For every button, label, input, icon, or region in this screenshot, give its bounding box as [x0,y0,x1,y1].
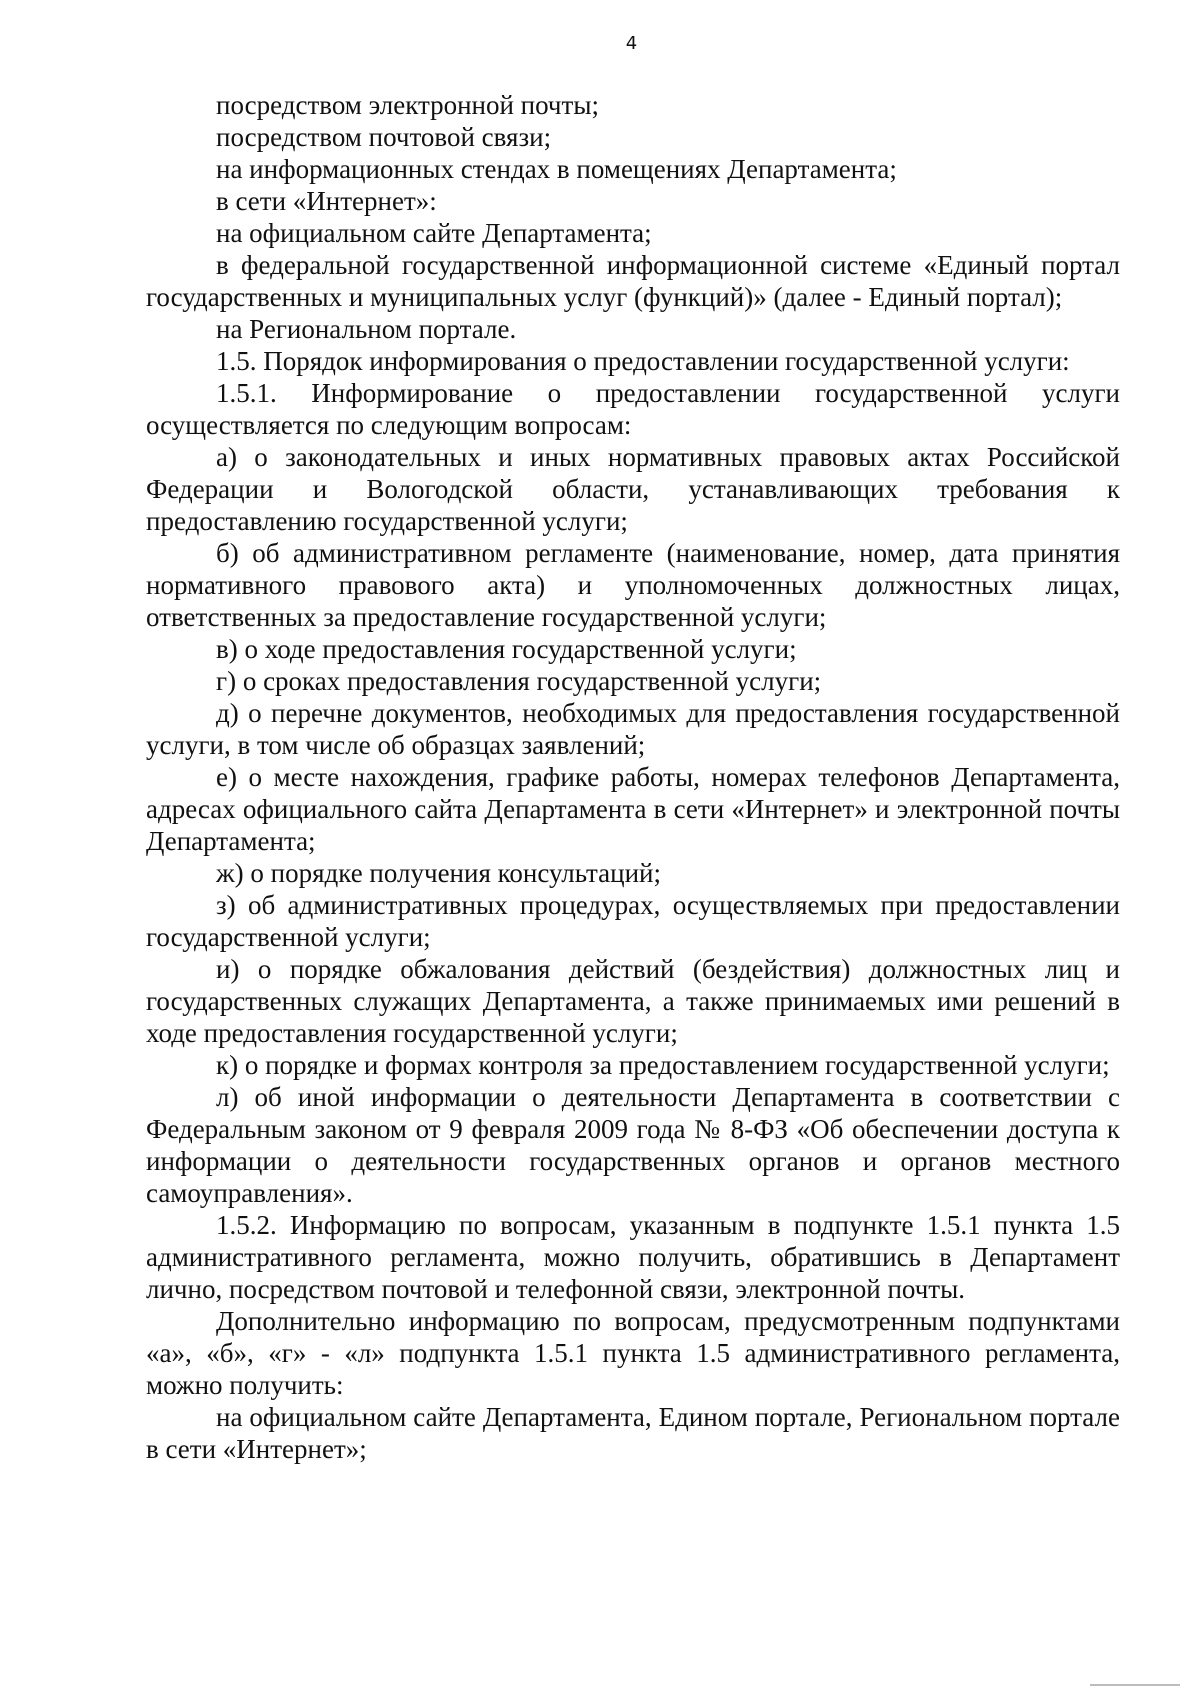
paragraph: посредством электронной почты; [216,90,599,120]
paragraph: на официальном сайте Департамента, Едином портале, Региональном портале в сети «Интернет»; [146,1402,1120,1464]
paragraph: в сети «Интернет»: [216,186,437,216]
paragraph: Дополнительно информацию по вопросам, предусмотренным подпунктами «а», «б», «г» - «л» подпункта 1.5.1 пункта 1.5 административного регламента, можно получить: [146,1306,1120,1400]
paragraph: а) о законодательных и иных нормативных правовых актах Российской Федерации и Вологодской области, устанавливающих требования к предоставлению государственной услуги; [146,442,1120,536]
paragraph: в) о ходе предоставления государственной услуги; [216,634,797,664]
paragraph: на информационных стендах в помещениях Департамента; [216,154,897,184]
paragraph: к) о порядке и формах контроля за предоставлением государственной услуги; [216,1050,1110,1080]
scan-artifact [1090,1684,1180,1686]
paragraph: л) об иной информации о деятельности Департамента в соответствии с Федеральным законом от 9 февраля 2009 года № 8-ФЗ «Об обеспечении доступа к информации о деятельности государственных органов и органов местного самоуправления». [146,1082,1120,1208]
paragraph: д) о перечне документов, необходимых для предоставления государственной услуги, в том числе об образцах заявлений; [146,698,1120,760]
paragraph: 1.5.1. Информирование о предоставлении государственной услуги осуществляется по следующим вопросам: [146,378,1120,440]
paragraph: и) о порядке обжалования действий (бездействия) должностных лиц и государственных служащих Департамента, а также принимаемых ими решений в ходе предоставления государственной услуги; [146,954,1120,1048]
paragraph: посредством почтовой связи; [216,122,552,152]
paragraph: б) об административном регламенте (наименование, номер, дата принятия нормативного правового акта) и уполномоченных должностных лицах, ответственных за предоставление государственной услуги; [146,538,1120,632]
page-number: 4 [625,33,638,54]
paragraph: е) о месте нахождения, графике работы, номерах телефонов Департамента, адресах официального сайта Департамента в сети «Интернет» и электронной почты Департамента; [146,762,1120,856]
paragraph: 1.5. Порядок информирования о предоставлении государственной услуги: [216,346,1070,376]
paragraph: на официальном сайте Департамента; [216,218,652,248]
paragraph: в федеральной государственной информационной системе «Единый портал государственных и муниципальных услуг (функций)» (далее - Единый портал); [146,250,1120,312]
paragraph: 1.5.2. Информацию по вопросам, указанным в подпункте 1.5.1 пункта 1.5 административного регламента, можно получить, обратившись в Департамент лично, посредством почтовой и телефонной связи, электронной почты. [146,1210,1120,1304]
paragraph: з) об административных процедурах, осуществляемых при предоставлении государственной услуги; [146,890,1120,952]
paragraph: ж) о порядке получения консультаций; [216,858,661,888]
paragraph: г) о сроках предоставления государственной услуги; [216,666,822,696]
paragraph: на Региональном портале. [216,314,517,344]
document-body [146,89,1120,1465]
